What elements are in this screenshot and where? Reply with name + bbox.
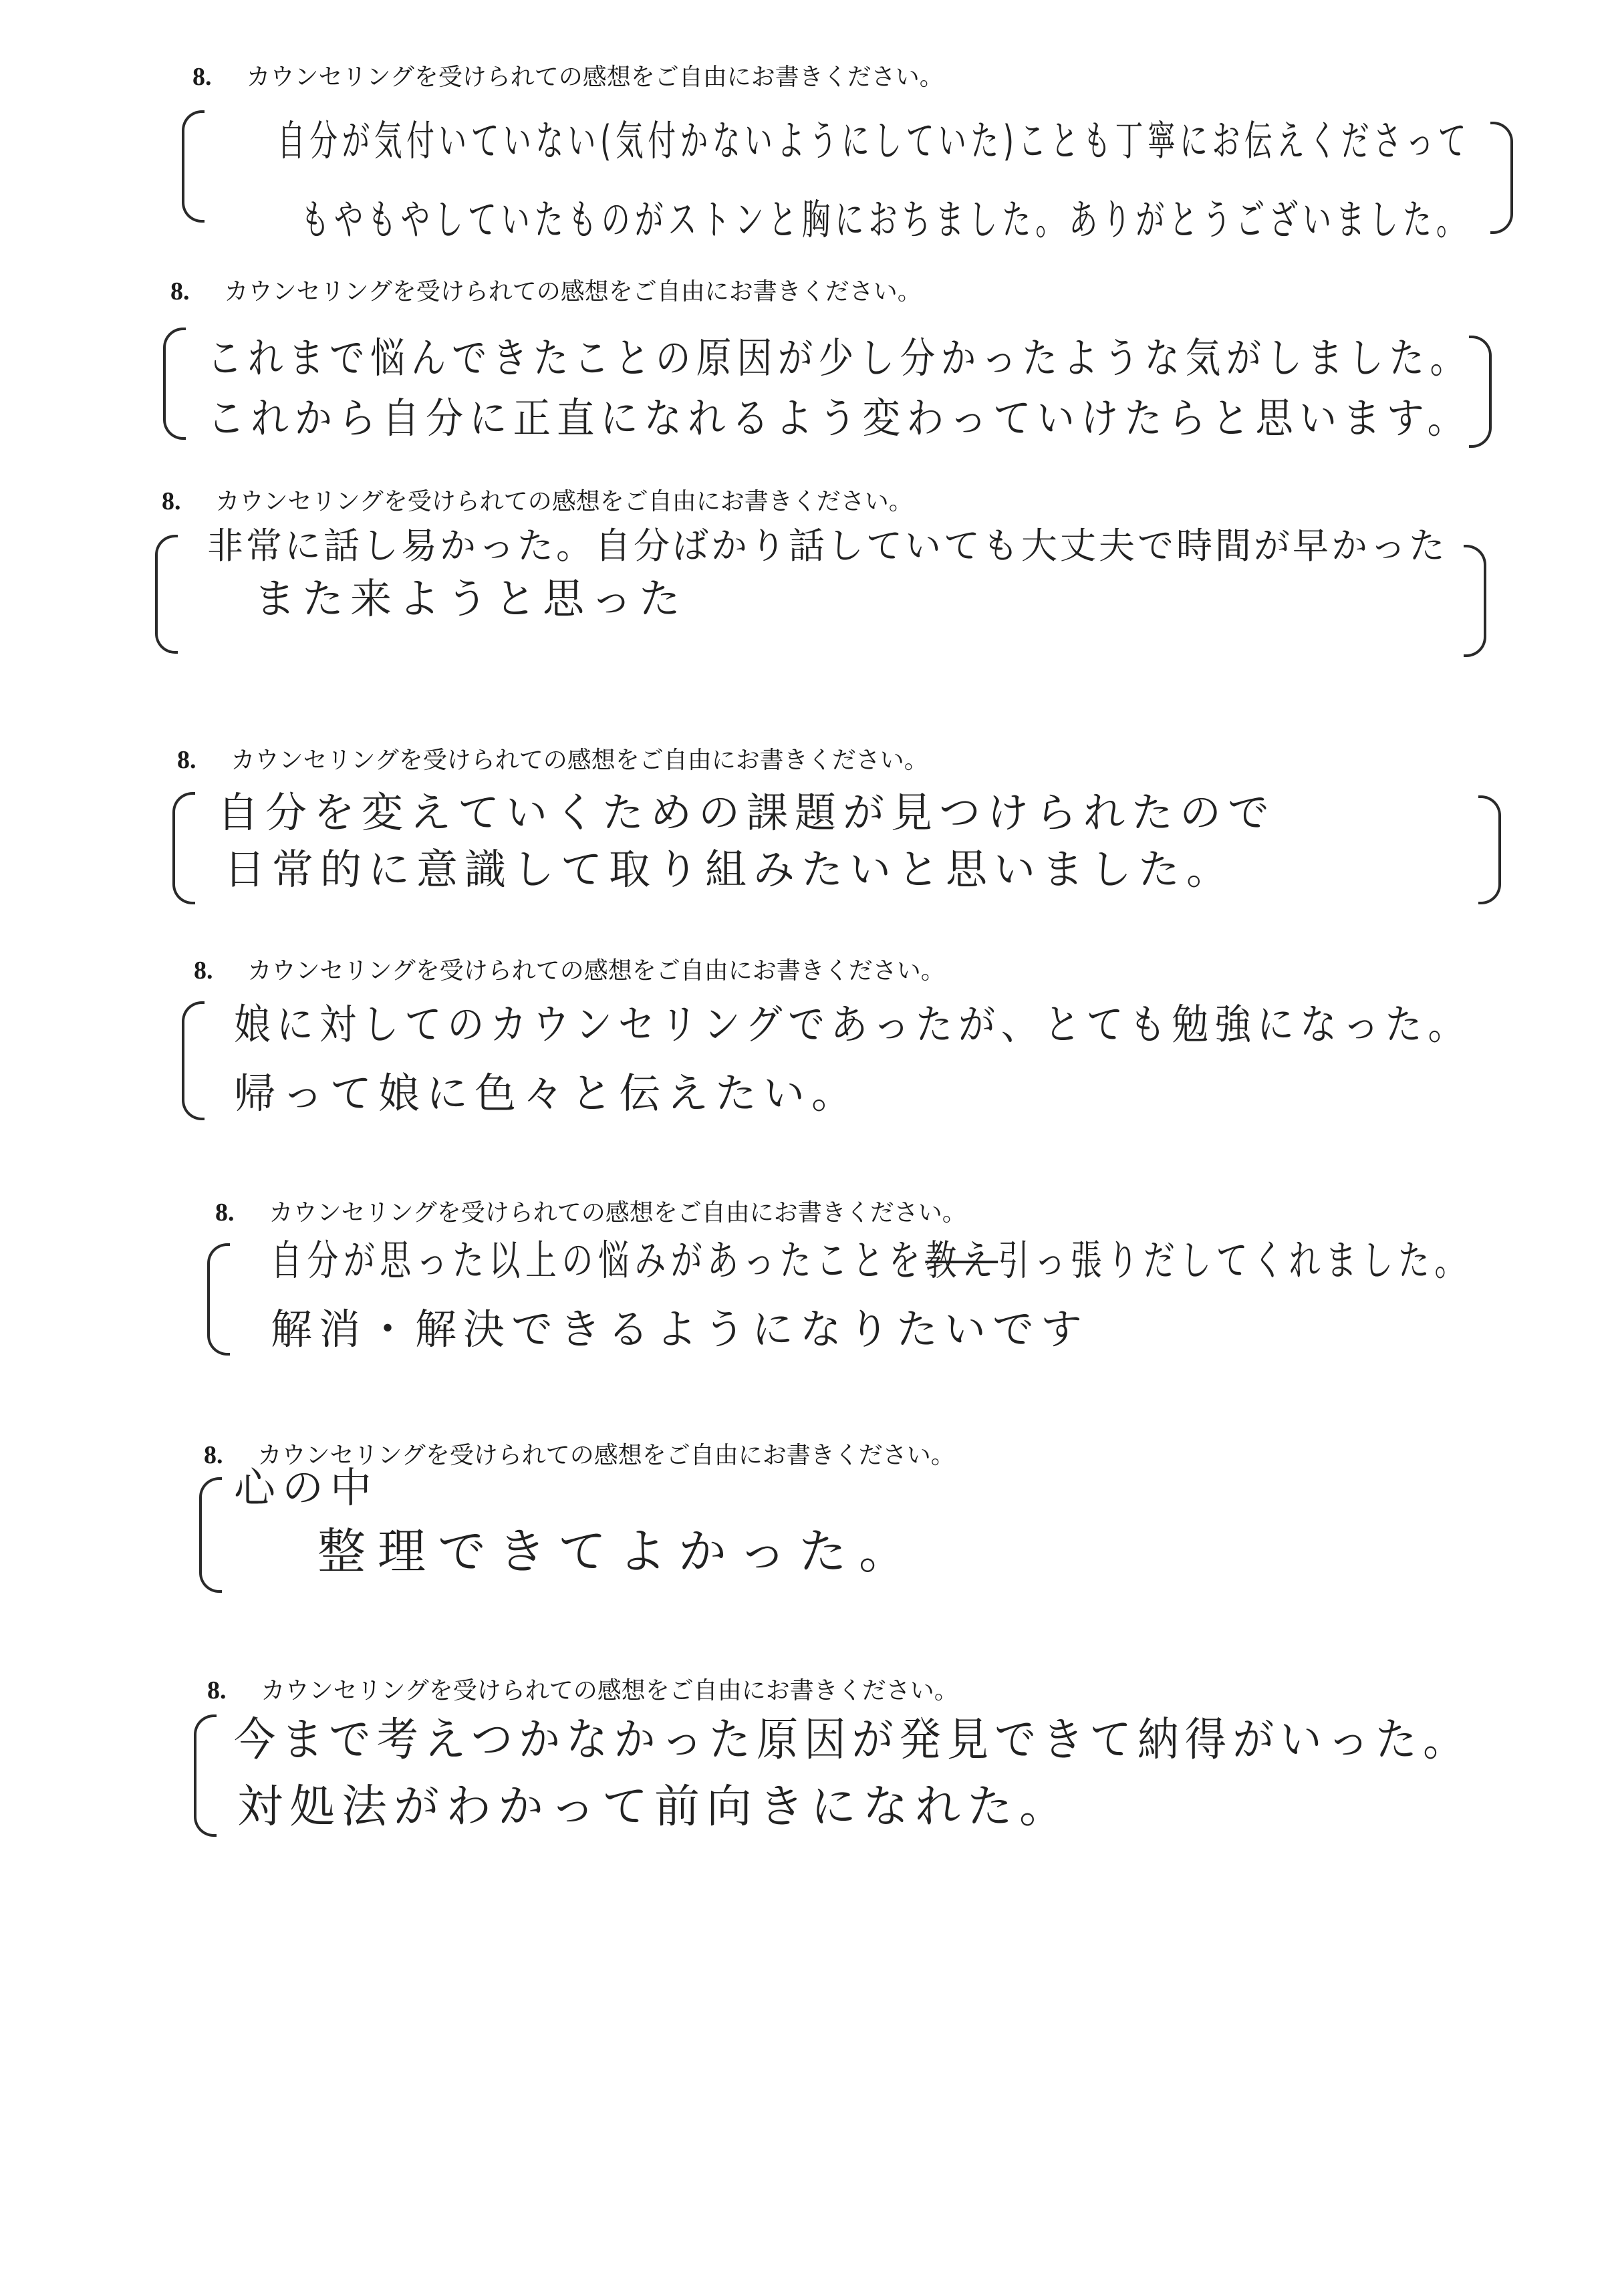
line-text: 自分が思った以上の悩みがあったことを — [271, 1236, 926, 1285]
question-number: 8. — [192, 63, 212, 91]
left-bracket — [199, 1477, 222, 1593]
question-prompt — [194, 958, 945, 983]
question-prompt — [215, 1200, 966, 1225]
question-prompt — [170, 279, 922, 304]
prompt-text: カウンセリングを受けられての感想をご自由にお書きください。 — [231, 747, 928, 774]
question-prompt — [177, 747, 928, 773]
handwritten-line: もやもやしていたものがストンと胸におちました。ありがとうございました。 — [301, 195, 1470, 244]
handwritten-line — [271, 1236, 1471, 1285]
question-number: 8. — [194, 956, 213, 985]
right-bracket — [1464, 545, 1486, 657]
left-bracket — [194, 1714, 217, 1837]
question-number: 8. — [207, 1676, 227, 1704]
question-prompt — [162, 489, 913, 514]
struck-out-text: 教え — [925, 1236, 998, 1285]
handwritten-line: 娘に対してのカウンセリングであったが、とても勉強になった。 — [234, 1000, 1471, 1049]
left-bracket — [172, 792, 195, 904]
question-number: 8. — [177, 746, 196, 774]
left-bracket — [155, 535, 178, 654]
handwritten-line: 解消・解決できるようになりたいです — [271, 1305, 1089, 1354]
prompt-text: カウンセリングを受けられての感想をご自由にお書きください。 — [269, 1199, 966, 1227]
handwritten-line: これまで悩んできたことの原因が少し分かったような気がしました。 — [207, 334, 1471, 382]
handwritten-line: これから自分に正直になれるよう変わっていけたらと思います。 — [207, 394, 1471, 442]
handwritten-line: 非常に話し易かった。自分ばかり話していても大丈夫で時間が早かった — [207, 525, 1448, 567]
handwritten-line: 対処法がわかって前向きになれた。 — [237, 1781, 1072, 1833]
handwritten-line: 自分を変えていくための課題が見つけられたので — [217, 788, 1277, 837]
prompt-text: カウンセリングを受けられての感想をご自由にお書きください。 — [247, 957, 945, 985]
prompt-text: カウンセリングを受けられての感想をご自由にお書きください。 — [224, 278, 922, 305]
prompt-text: カウンセリングを受けられての感想をご自由にお書きください。 — [246, 63, 944, 91]
handwritten-line: 整理できてよかった。 — [317, 1523, 920, 1579]
handwritten-line: 心の中 — [234, 1463, 379, 1512]
right-bracket — [1478, 795, 1501, 904]
question-number: 8. — [204, 1441, 223, 1469]
line-text: 引っ張りだしてくれました。 — [998, 1236, 1471, 1285]
right-bracket — [1490, 122, 1513, 234]
left-bracket — [182, 1001, 205, 1120]
handwritten-line: また来ようと思った — [254, 574, 688, 623]
left-bracket — [207, 1243, 230, 1356]
question-prompt — [207, 1678, 958, 1703]
question-number: 8. — [162, 487, 181, 515]
prompt-text: カウンセリングを受けられての感想をご自由にお書きください。 — [215, 488, 913, 515]
handwritten-line: 日常的に意識して取り組みたいと思いました。 — [224, 845, 1235, 894]
handwritten-line: 自分が気付いていない(気付かないようにしていた)ことも丁寧にお伝えくださって — [277, 116, 1471, 165]
question-prompt — [192, 64, 944, 90]
question-number: 8. — [170, 277, 190, 305]
handwritten-line: 今まで考えつかなかった原因が発見できて納得がいった。 — [234, 1714, 1471, 1767]
left-bracket — [163, 328, 186, 440]
question-number: 8. — [215, 1198, 235, 1227]
prompt-text: カウンセリングを受けられての感想をご自由にお書きください。 — [261, 1677, 958, 1704]
prompt-text: カウンセリングを受けられての感想をご自由にお書きください。 — [257, 1442, 955, 1469]
left-bracket — [182, 110, 205, 223]
right-bracket — [1469, 336, 1492, 448]
handwritten-line: 帰って娘に色々と伝えたい。 — [234, 1069, 860, 1118]
